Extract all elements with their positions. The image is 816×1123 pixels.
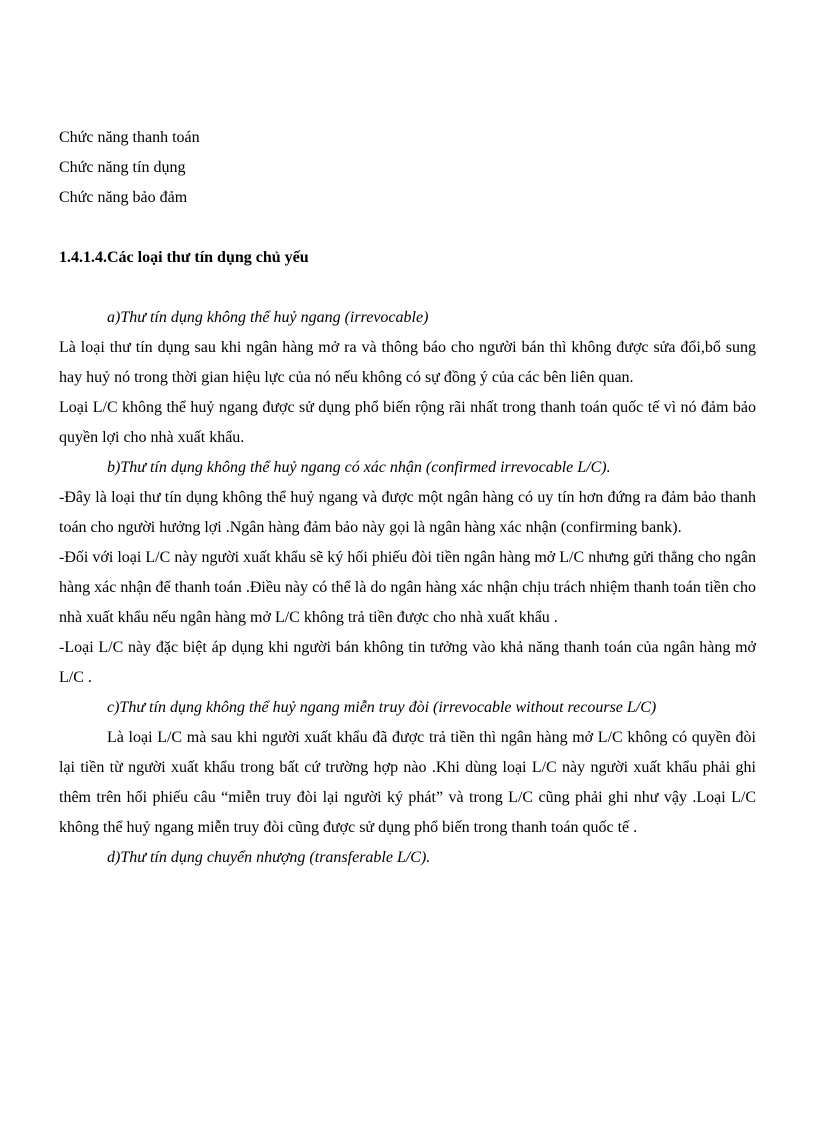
subsection-b-paragraph-2: -Đối với loại L/C này người xuất khẩu sẽ ký hối phiếu đòi tiền ngân hàng mở L/C nhưng gửi thẳng cho ngân hàng xác nhận để thanh toán .Điều này có thể là do ngân hàng xác nhận chịu trách nhiệm thanh toán tiền cho nhà xuất khẩu nếu ngân hàng mở L/C không trả tiền được cho nhà xuất khẩu . xyxy=(59,549,756,626)
subsection-a-title: a)Thư tín dụng không thể huỷ ngang (irrevocable) xyxy=(107,309,429,326)
section-heading: 1.4.1.4.Các loại thư tín dụng chủ yếu xyxy=(59,249,309,266)
subsection-a-paragraph-1: Là loại thư tín dụng sau khi ngân hàng mở ra và thông báo cho người bán thì không được sửa đổi,bổ sung hay huỷ nó trong thời gian hiệu lực của nó nếu không có sự đồng ý của các bên liên quan. xyxy=(59,339,756,386)
subsection-d-title: d)Thư tín dụng chuyển nhượng (transferable L/C). xyxy=(107,849,431,866)
subsection-c-paragraph-1: Là loại L/C mà sau khi người xuất khẩu đã được trả tiền thì ngân hàng mở L/C không có quyền đòi lại tiền từ người xuất khẩu trong bất cứ trường hợp nào .Khi dùng loại L/C này người xuất khẩu phải ghi thêm trên hối phiếu câu “miễn truy đòi lại người ký phát” và trong L/C cũng phải ghi như vậy .Loại L/C không thể huỷ ngang miễn truy đòi cũng được sử dụng phổ biến trong thanh toán quốc tế . xyxy=(59,729,756,836)
subsection-c-title: c)Thư tín dụng không thể huỷ ngang miễn truy đòi (irrevocable without recourse L/C) xyxy=(107,699,657,716)
subsection-b-paragraph-3: -Loại L/C này đặc biệt áp dụng khi người bán không tin tưởng vào khả năng thanh toán của ngân hàng mở L/C . xyxy=(59,639,756,686)
function-item-payment: Chức năng thanh toán xyxy=(59,129,200,146)
document-body xyxy=(59,123,756,873)
subsection-b-title: b)Thư tín dụng không thể huỷ ngang có xác nhận (confirmed irrevocable L/C). xyxy=(107,459,611,476)
function-item-credit: Chức năng tín dụng xyxy=(59,159,186,176)
subsection-a-paragraph-2: Loại L/C không thể huỷ ngang được sử dụng phổ biến rộng rãi nhất trong thanh toán quốc tế vì nó đảm bảo quyền lợi cho nhà xuất khẩu. xyxy=(59,399,756,446)
subsection-b-paragraph-1: -Đây là loại thư tín dụng không thể huỷ ngang và được một ngân hàng có uy tín hơn đứng ra đảm bảo thanh toán cho người hưởng lợi .Ngân hàng đảm bảo này gọi là ngân hàng xác nhận (confirming bank). xyxy=(59,489,756,536)
function-item-guarantee: Chức năng bảo đảm xyxy=(59,189,188,206)
